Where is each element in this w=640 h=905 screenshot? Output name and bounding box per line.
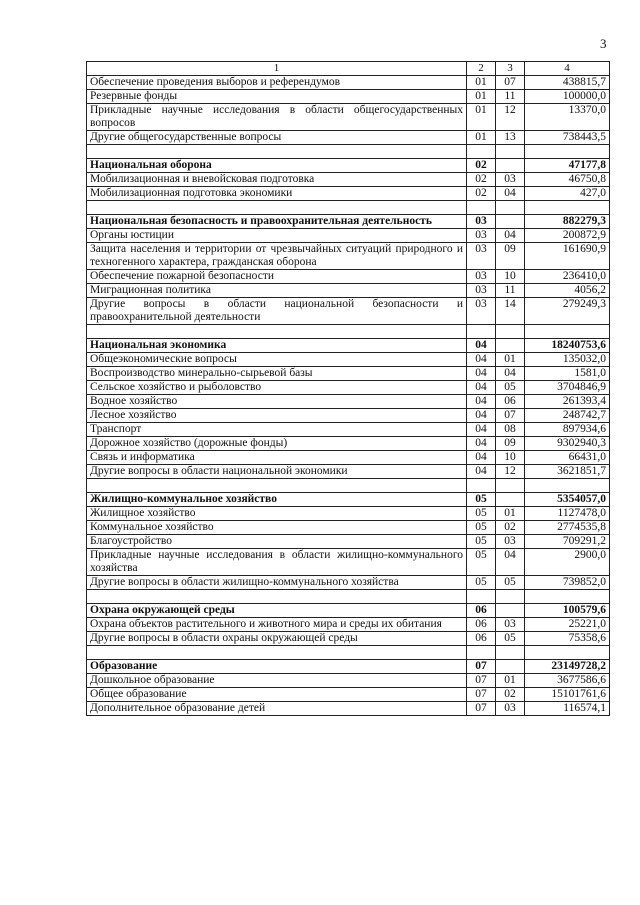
row-section-code-cell: 07 bbox=[467, 660, 496, 674]
row-subsection-code-cell bbox=[496, 604, 525, 618]
row-amount-cell: 2774535,8 bbox=[525, 521, 610, 535]
row-amount-cell: 25221,0 bbox=[525, 618, 610, 632]
row-subsection-code-cell: 07 bbox=[496, 76, 525, 90]
row-section-code-cell: 06 bbox=[467, 632, 496, 646]
table-row bbox=[87, 367, 610, 381]
column-header-subsection: 3 bbox=[496, 62, 525, 76]
spacer-cell bbox=[87, 201, 467, 215]
spacer-row bbox=[87, 646, 610, 660]
spacer-cell bbox=[496, 590, 525, 604]
row-subsection-code-cell: 04 bbox=[496, 229, 525, 243]
row-name-cell: Жилищное хозяйство bbox=[87, 507, 467, 521]
spacer-cell bbox=[467, 646, 496, 660]
row-section-code-cell: 05 bbox=[467, 549, 496, 576]
spacer-cell bbox=[525, 201, 610, 215]
spacer-cell bbox=[87, 325, 467, 339]
table-row bbox=[87, 270, 610, 284]
row-name-cell: Образование bbox=[87, 660, 467, 674]
column-header-name: 1 bbox=[87, 62, 467, 76]
row-section-code-cell: 02 bbox=[467, 159, 496, 173]
table-row bbox=[87, 243, 610, 270]
row-name-cell: Другие общегосударственные вопросы bbox=[87, 131, 467, 145]
spacer-cell bbox=[525, 590, 610, 604]
row-amount-cell: 1581,0 bbox=[525, 367, 610, 381]
row-amount-cell: 13370,0 bbox=[525, 104, 610, 131]
row-name-cell: Национальная безопасность и правоохранительная деятельность bbox=[87, 215, 467, 229]
row-subsection-code-cell bbox=[496, 660, 525, 674]
row-subsection-code-cell bbox=[496, 493, 525, 507]
row-section-code-cell: 04 bbox=[467, 465, 496, 479]
row-name-cell: Воспроизводство минерально-сырьевой базы bbox=[87, 367, 467, 381]
spacer-cell bbox=[525, 646, 610, 660]
row-section-code-cell: 04 bbox=[467, 339, 496, 353]
row-subsection-code-cell: 10 bbox=[496, 451, 525, 465]
row-section-code-cell: 02 bbox=[467, 187, 496, 201]
row-subsection-code-cell: 05 bbox=[496, 576, 525, 590]
table-row bbox=[87, 688, 610, 702]
row-amount-cell: 135032,0 bbox=[525, 353, 610, 367]
row-amount-cell: 100579,6 bbox=[525, 604, 610, 618]
row-subsection-code-cell: 03 bbox=[496, 702, 525, 716]
row-name-cell: Лесное хозяйство bbox=[87, 409, 467, 423]
row-section-code-cell: 05 bbox=[467, 576, 496, 590]
section-row bbox=[87, 660, 610, 674]
row-subsection-code-cell: 09 bbox=[496, 437, 525, 451]
row-section-code-cell: 03 bbox=[467, 243, 496, 270]
table-row bbox=[87, 465, 610, 479]
row-subsection-code-cell: 04 bbox=[496, 367, 525, 381]
row-amount-cell: 3621851,7 bbox=[525, 465, 610, 479]
row-name-cell: Охрана окружающей среды bbox=[87, 604, 467, 618]
row-name-cell: Мобилизационная и вневойсковая подготовка bbox=[87, 173, 467, 187]
row-amount-cell: 47177,8 bbox=[525, 159, 610, 173]
table-row bbox=[87, 674, 610, 688]
row-section-code-cell: 03 bbox=[467, 229, 496, 243]
spacer-cell bbox=[496, 325, 525, 339]
row-subsection-code-cell: 01 bbox=[496, 507, 525, 521]
row-section-code-cell: 07 bbox=[467, 688, 496, 702]
section-row bbox=[87, 493, 610, 507]
table-row bbox=[87, 702, 610, 716]
row-subsection-code-cell: 04 bbox=[496, 549, 525, 576]
row-amount-cell: 46750,8 bbox=[525, 173, 610, 187]
table-row bbox=[87, 187, 610, 201]
row-name-cell: Защита населения и территории от чрезвычайных ситуаций природного и техногенного характера, гражданская оборона bbox=[87, 243, 467, 270]
row-subsection-code-cell: 12 bbox=[496, 104, 525, 131]
row-amount-cell: 279249,3 bbox=[525, 298, 610, 325]
row-subsection-code-cell: 10 bbox=[496, 270, 525, 284]
row-name-cell: Органы юстиции bbox=[87, 229, 467, 243]
row-section-code-cell: 04 bbox=[467, 409, 496, 423]
spacer-row bbox=[87, 201, 610, 215]
row-subsection-code-cell: 03 bbox=[496, 173, 525, 187]
row-section-code-cell: 01 bbox=[467, 76, 496, 90]
row-name-cell: Национальная экономика bbox=[87, 339, 467, 353]
row-subsection-code-cell: 01 bbox=[496, 353, 525, 367]
row-name-cell: Другие вопросы в области охраны окружающей среды bbox=[87, 632, 467, 646]
spacer-cell bbox=[467, 590, 496, 604]
row-name-cell: Общее образование bbox=[87, 688, 467, 702]
row-section-code-cell: 03 bbox=[467, 284, 496, 298]
row-section-code-cell: 01 bbox=[467, 131, 496, 145]
row-name-cell: Мобилизационная подготовка экономики bbox=[87, 187, 467, 201]
row-name-cell: Транспорт bbox=[87, 423, 467, 437]
row-amount-cell: 709291,2 bbox=[525, 535, 610, 549]
row-name-cell: Другие вопросы в области жилищно-коммунального хозяйства bbox=[87, 576, 467, 590]
row-name-cell: Коммунальное хозяйство bbox=[87, 521, 467, 535]
row-amount-cell: 23149728,2 bbox=[525, 660, 610, 674]
row-name-cell: Жилищно-коммунальное хозяйство bbox=[87, 493, 467, 507]
row-section-code-cell: 05 bbox=[467, 535, 496, 549]
row-name-cell: Дошкольное образование bbox=[87, 674, 467, 688]
row-name-cell: Дорожное хозяйство (дорожные фонды) bbox=[87, 437, 467, 451]
row-name-cell: Водное хозяйство bbox=[87, 395, 467, 409]
row-amount-cell: 236410,0 bbox=[525, 270, 610, 284]
table-row bbox=[87, 381, 610, 395]
row-subsection-code-cell bbox=[496, 339, 525, 353]
row-amount-cell: 4056,2 bbox=[525, 284, 610, 298]
spacer-cell bbox=[525, 325, 610, 339]
row-amount-cell: 897934,6 bbox=[525, 423, 610, 437]
table-row bbox=[87, 229, 610, 243]
row-subsection-code-cell: 12 bbox=[496, 465, 525, 479]
row-name-cell: Связь и информатика bbox=[87, 451, 467, 465]
row-name-cell: Благоустройство bbox=[87, 535, 467, 549]
row-amount-cell: 18240753,6 bbox=[525, 339, 610, 353]
table-row bbox=[87, 618, 610, 632]
row-name-cell: Прикладные научные исследования в области жилищно-коммунального хозяйства bbox=[87, 549, 467, 576]
table-row bbox=[87, 451, 610, 465]
spacer-cell bbox=[467, 145, 496, 159]
table-row bbox=[87, 395, 610, 409]
table-row bbox=[87, 423, 610, 437]
row-section-code-cell: 04 bbox=[467, 353, 496, 367]
row-subsection-code-cell: 05 bbox=[496, 381, 525, 395]
row-amount-cell: 739852,0 bbox=[525, 576, 610, 590]
row-subsection-code-cell: 13 bbox=[496, 131, 525, 145]
row-subsection-code-cell: 03 bbox=[496, 618, 525, 632]
table-row bbox=[87, 131, 610, 145]
spacer-cell bbox=[467, 479, 496, 493]
row-amount-cell: 15101761,6 bbox=[525, 688, 610, 702]
table-row bbox=[87, 549, 610, 576]
section-row bbox=[87, 339, 610, 353]
spacer-cell bbox=[496, 479, 525, 493]
spacer-cell bbox=[467, 325, 496, 339]
column-header-amount: 4 bbox=[525, 62, 610, 76]
row-subsection-code-cell: 08 bbox=[496, 423, 525, 437]
row-section-code-cell: 02 bbox=[467, 173, 496, 187]
spacer-row bbox=[87, 479, 610, 493]
spacer-row bbox=[87, 145, 610, 159]
row-subsection-code-cell: 06 bbox=[496, 395, 525, 409]
row-amount-cell: 248742,7 bbox=[525, 409, 610, 423]
page-number: 3 bbox=[600, 36, 607, 51]
row-amount-cell: 882279,3 bbox=[525, 215, 610, 229]
row-subsection-code-cell: 03 bbox=[496, 535, 525, 549]
row-section-code-cell: 05 bbox=[467, 507, 496, 521]
table-row bbox=[87, 284, 610, 298]
table-row bbox=[87, 437, 610, 451]
table-row bbox=[87, 576, 610, 590]
row-amount-cell: 438815,7 bbox=[525, 76, 610, 90]
spacer-row bbox=[87, 325, 610, 339]
row-amount-cell: 3704846,9 bbox=[525, 381, 610, 395]
row-section-code-cell: 01 bbox=[467, 104, 496, 131]
row-subsection-code-cell: 11 bbox=[496, 90, 525, 104]
row-amount-cell: 100000,0 bbox=[525, 90, 610, 104]
row-name-cell: Другие вопросы в области национальной экономики bbox=[87, 465, 467, 479]
spacer-cell bbox=[467, 201, 496, 215]
row-subsection-code-cell bbox=[496, 159, 525, 173]
row-name-cell: Другие вопросы в области национальной безопасности и правоохранительной деятельности bbox=[87, 298, 467, 325]
row-section-code-cell: 07 bbox=[467, 702, 496, 716]
section-row bbox=[87, 215, 610, 229]
section-row bbox=[87, 604, 610, 618]
table-row bbox=[87, 104, 610, 131]
spacer-cell bbox=[496, 145, 525, 159]
table-row bbox=[87, 353, 610, 367]
row-name-cell: Сельское хозяйство и рыболовство bbox=[87, 381, 467, 395]
row-amount-cell: 200872,9 bbox=[525, 229, 610, 243]
row-name-cell: Обеспечение пожарной безопасности bbox=[87, 270, 467, 284]
row-amount-cell: 2900,0 bbox=[525, 549, 610, 576]
table-row bbox=[87, 632, 610, 646]
table-row bbox=[87, 409, 610, 423]
row-amount-cell: 1127478,0 bbox=[525, 507, 610, 521]
row-section-code-cell: 04 bbox=[467, 381, 496, 395]
row-subsection-code-cell: 09 bbox=[496, 243, 525, 270]
spacer-cell bbox=[525, 479, 610, 493]
column-header-section: 2 bbox=[467, 62, 496, 76]
row-section-code-cell: 04 bbox=[467, 367, 496, 381]
row-section-code-cell: 04 bbox=[467, 437, 496, 451]
row-subsection-code-cell bbox=[496, 215, 525, 229]
table-row bbox=[87, 507, 610, 521]
row-amount-cell: 261393,4 bbox=[525, 395, 610, 409]
section-row bbox=[87, 159, 610, 173]
row-amount-cell: 427,0 bbox=[525, 187, 610, 201]
row-amount-cell: 66431,0 bbox=[525, 451, 610, 465]
row-section-code-cell: 04 bbox=[467, 395, 496, 409]
spacer-cell bbox=[87, 590, 467, 604]
row-name-cell: Дополнительное образование детей bbox=[87, 702, 467, 716]
budget-table-body bbox=[87, 62, 610, 716]
row-name-cell: Резервные фонды bbox=[87, 90, 467, 104]
row-amount-cell: 5354057,0 bbox=[525, 493, 610, 507]
row-section-code-cell: 07 bbox=[467, 674, 496, 688]
row-section-code-cell: 04 bbox=[467, 451, 496, 465]
table-row bbox=[87, 535, 610, 549]
table-row bbox=[87, 521, 610, 535]
row-amount-cell: 116574,1 bbox=[525, 702, 610, 716]
row-amount-cell: 75358,6 bbox=[525, 632, 610, 646]
row-subsection-code-cell: 05 bbox=[496, 632, 525, 646]
table-row bbox=[87, 90, 610, 104]
row-section-code-cell: 06 bbox=[467, 618, 496, 632]
row-subsection-code-cell: 04 bbox=[496, 187, 525, 201]
row-amount-cell: 161690,9 bbox=[525, 243, 610, 270]
row-section-code-cell: 06 bbox=[467, 604, 496, 618]
spacer-cell bbox=[496, 646, 525, 660]
row-name-cell: Национальная оборона bbox=[87, 159, 467, 173]
table-row bbox=[87, 298, 610, 325]
spacer-cell bbox=[525, 145, 610, 159]
spacer-cell bbox=[87, 646, 467, 660]
row-subsection-code-cell: 02 bbox=[496, 688, 525, 702]
row-amount-cell: 9302940,3 bbox=[525, 437, 610, 451]
table-header-row bbox=[87, 62, 610, 76]
row-subsection-code-cell: 07 bbox=[496, 409, 525, 423]
spacer-cell bbox=[87, 479, 467, 493]
row-section-code-cell: 03 bbox=[467, 215, 496, 229]
row-section-code-cell: 01 bbox=[467, 90, 496, 104]
budget-table bbox=[86, 61, 610, 716]
row-name-cell: Прикладные научные исследования в области общегосударственных вопросов bbox=[87, 104, 467, 131]
row-section-code-cell: 05 bbox=[467, 521, 496, 535]
row-section-code-cell: 05 bbox=[467, 493, 496, 507]
row-subsection-code-cell: 01 bbox=[496, 674, 525, 688]
row-subsection-code-cell: 14 bbox=[496, 298, 525, 325]
row-subsection-code-cell: 02 bbox=[496, 521, 525, 535]
spacer-cell bbox=[87, 145, 467, 159]
row-section-code-cell: 03 bbox=[467, 298, 496, 325]
table-row bbox=[87, 76, 610, 90]
row-section-code-cell: 03 bbox=[467, 270, 496, 284]
row-section-code-cell: 04 bbox=[467, 423, 496, 437]
spacer-cell bbox=[496, 201, 525, 215]
row-subsection-code-cell: 11 bbox=[496, 284, 525, 298]
row-amount-cell: 738443,5 bbox=[525, 131, 610, 145]
row-name-cell: Миграционная политика bbox=[87, 284, 467, 298]
table-row bbox=[87, 173, 610, 187]
row-name-cell: Охрана объектов растительного и животного мира и среды их обитания bbox=[87, 618, 467, 632]
row-name-cell: Общеэкономические вопросы bbox=[87, 353, 467, 367]
spacer-row bbox=[87, 590, 610, 604]
row-amount-cell: 3677586,6 bbox=[525, 674, 610, 688]
row-name-cell: Обеспечение проведения выборов и референдумов bbox=[87, 76, 467, 90]
